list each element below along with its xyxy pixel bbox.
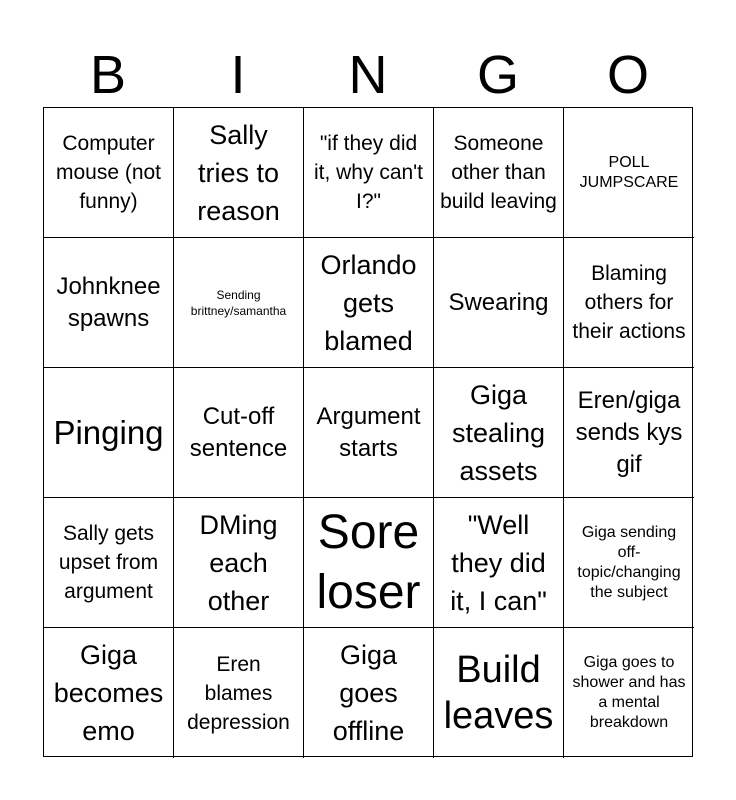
cell-text: Cut-off sentence	[189, 402, 288, 462]
bingo-cell[interactable]	[44, 368, 174, 498]
cell-text: Argument starts	[316, 402, 421, 462]
bingo-cell[interactable]	[44, 498, 174, 628]
cell-text: Build leaves	[443, 649, 554, 737]
cell-text: Blaming others for their actions	[572, 262, 686, 343]
header-letter-i: I	[230, 45, 246, 105]
bingo-cell[interactable]	[564, 108, 694, 238]
header-letter-g: G	[476, 45, 519, 105]
bingo-header	[43, 42, 693, 108]
bingo-grid	[43, 107, 693, 757]
cell-text: Johnknee spawns	[56, 272, 161, 332]
cell-text: Eren/giga sends kys gif	[575, 386, 683, 478]
cell-text: Eren blames depression	[187, 652, 290, 734]
bingo-cell[interactable]	[174, 498, 304, 628]
cell-text: Sally tries to reason	[197, 119, 280, 226]
cell-text: Someone other than build leaving	[440, 132, 557, 213]
cell-text: "if they did it, why can't I?"	[313, 132, 424, 213]
bingo-cell[interactable]	[434, 108, 564, 238]
cell-text: Giga goes to shower and has a mental breakdown	[572, 654, 686, 731]
bingo-cell[interactable]	[44, 628, 174, 758]
cell-text: Sending brittney/samantha	[190, 287, 287, 318]
bingo-cell[interactable]	[174, 368, 304, 498]
bingo-cell[interactable]	[304, 628, 434, 758]
bingo-cell[interactable]	[174, 108, 304, 238]
bingo-cell[interactable]	[564, 238, 694, 368]
cell-text: "Well they did it, I can"	[450, 509, 547, 616]
bingo-cell[interactable]	[174, 238, 304, 368]
cell-text: Swearing	[448, 288, 549, 316]
bingo-cell[interactable]	[304, 368, 434, 498]
cell-text: DMing each other	[199, 509, 278, 616]
bingo-cell[interactable]	[304, 108, 434, 238]
cell-text: Pinging	[53, 413, 164, 451]
bingo-cell[interactable]	[434, 628, 564, 758]
cell-text: POLL JUMPSCARE	[579, 153, 679, 191]
bingo-cell[interactable]	[44, 238, 174, 368]
bingo-cell[interactable]	[174, 628, 304, 758]
bingo-cell[interactable]	[304, 238, 434, 368]
cell-text: Giga stealing assets	[451, 379, 546, 486]
header-letter-n: N	[348, 45, 388, 105]
cell-text: Giga becomes emo	[53, 640, 164, 746]
cell-text: Giga sending off-topic/changing the subject	[577, 523, 681, 601]
cell-text: Orlando gets blamed	[320, 249, 417, 356]
cell-text: Sally gets upset from argument	[58, 522, 159, 603]
cell-text: Sore loser	[316, 505, 421, 619]
header-letter-b: B	[89, 45, 127, 105]
bingo-cell[interactable]	[564, 498, 694, 628]
cell-text: Giga goes offline	[332, 640, 405, 746]
bingo-cell[interactable]	[434, 368, 564, 498]
header-letter-o: O	[606, 45, 649, 105]
bingo-cell[interactable]	[44, 108, 174, 238]
bingo-cell[interactable]	[564, 628, 694, 758]
bingo-cell[interactable]	[564, 368, 694, 498]
cell-text: Computer mouse (not funny)	[55, 132, 162, 213]
bingo-cell[interactable]	[434, 238, 564, 368]
bingo-cell[interactable]	[434, 498, 564, 628]
bingo-cell[interactable]	[304, 498, 434, 628]
